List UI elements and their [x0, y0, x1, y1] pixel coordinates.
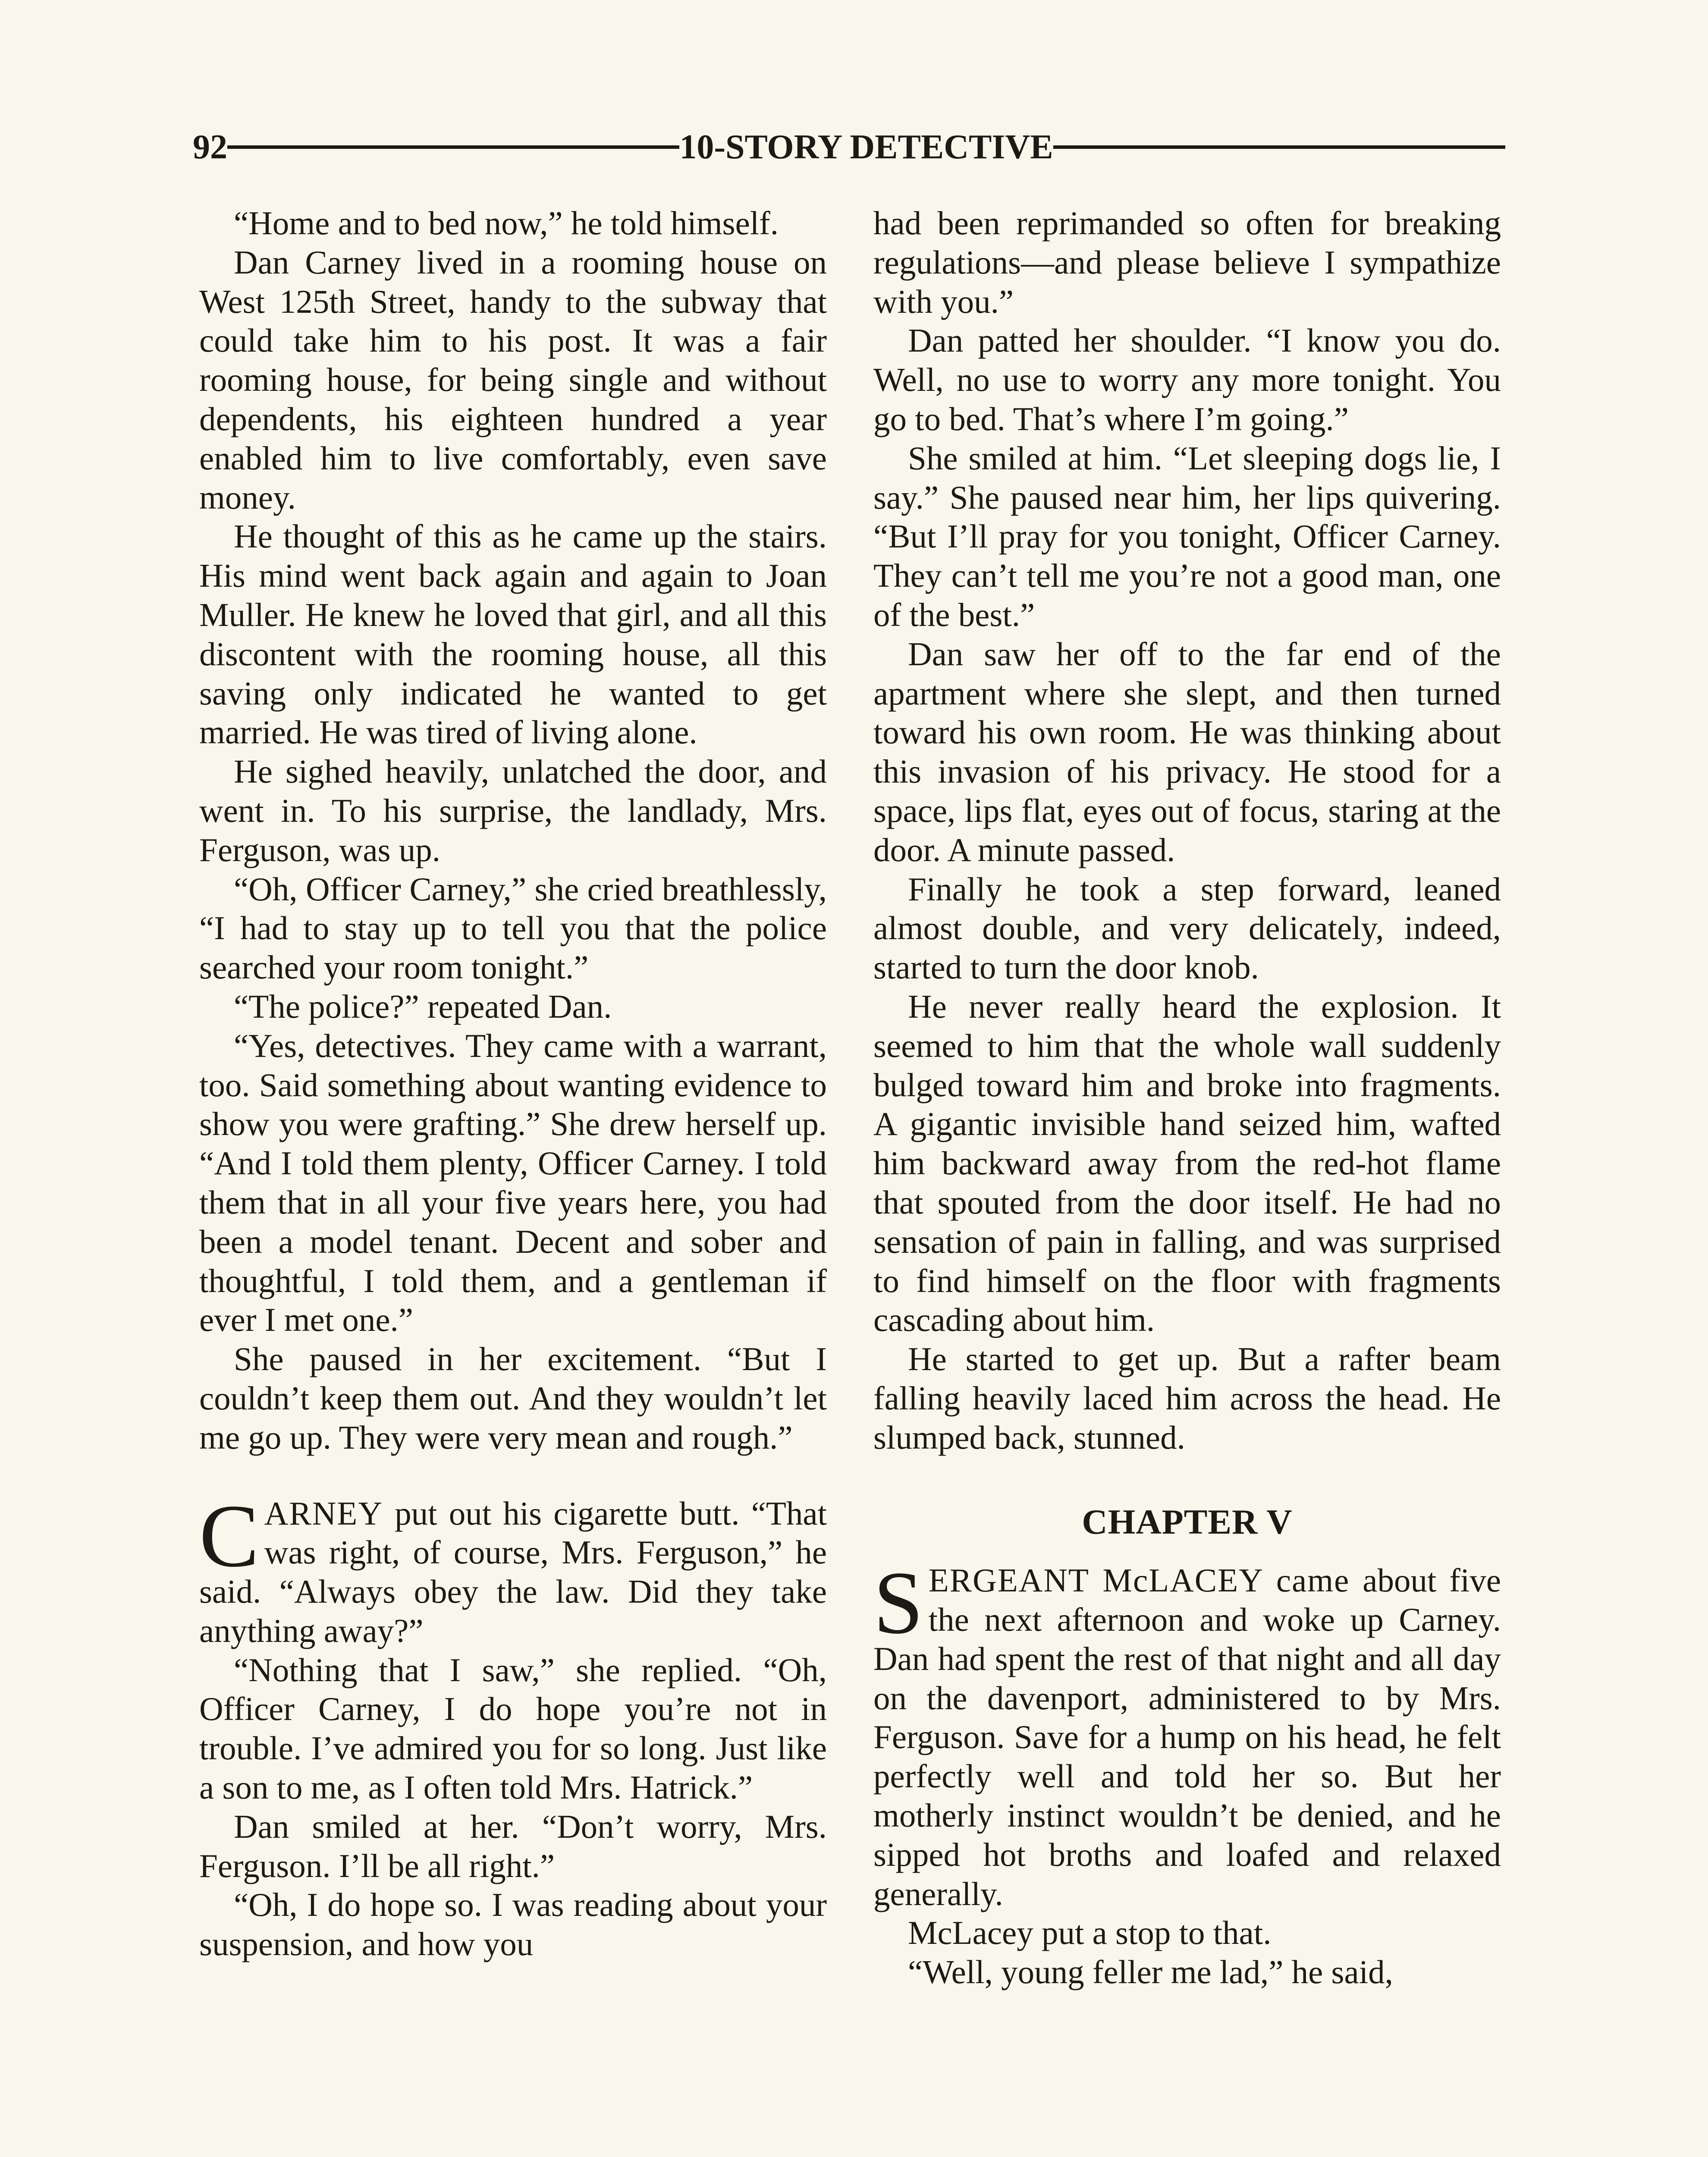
paragraph: “Well, young feller me lad,” he said, — [908, 1953, 1393, 1991]
drop-cap: S — [873, 1553, 923, 1653]
paragraph: McLacey put a stop to that. — [908, 1914, 1272, 1952]
paragraph: He never really heard the explosion. It seemed to him that the whole wall suddenly bulged toward him and broke into fragments. A gigantic invisible hand seized him, wafted him backward away from the red-hot flame that spouted from the door itself. He had no sensation of pain in falling, and was surprised to find himself on the floor with fragments cascading about him. — [873, 987, 1501, 1339]
paragraph: He started to get up. But a rafter beam falling heavily laced him across the head. He slumped back, stunned. — [873, 1340, 1501, 1456]
paragraph: “Home and to bed now,” he told himself. — [234, 204, 779, 242]
paragraph: “Oh, Officer Carney,” she cried breathlessly, “I had to stay up to tell you that the police searched your room tonight.” — [199, 870, 827, 986]
paragraph: “Yes, detectives. They came with a warrant, too. Said something about wanting evidence to show you were grafting.” She drew herself up. “And I told them plenty, Officer Carney. I told them that in all your five years here, you had been a model tenant. Decent and sober and thoughtful, I told them, and a gentleman if ever I met one.” — [199, 1027, 827, 1339]
lead-in-caps: ARNEY — [264, 1494, 383, 1532]
dropcap-paragraph-text: put out his cigarette butt. “That was right, of course, Mrs. Ferguson,” he said. “Always obey the law. Did they take anything away?” — [199, 1494, 827, 1649]
page-header — [193, 123, 1505, 171]
continued-paragraph: had been reprimanded so often for breaking regulations—and please believe I sympathize with you.” — [873, 204, 1501, 320]
right-column — [873, 204, 1501, 1992]
chapter-heading: CHAPTER V — [1082, 1502, 1293, 1541]
paragraph: He sighed heavily, unlatched the door, and went in. To his surprise, the landlady, Mrs. Ferguson, was up. — [199, 753, 827, 868]
section-break — [199, 1457, 827, 1494]
paragraph: She smiled at him. “Let sleeping dogs lie, I say.” She paused near him, her lips quivering. “But I’ll pray for you tonight, Officer Carney. They can’t tell me you’re not a good man, one of the best.” — [873, 439, 1501, 633]
drop-cap: C — [199, 1486, 259, 1585]
paragraph: Dan Carney lived in a rooming house on West 125th Street, handy to the subway that could take him to his post. It was a fair rooming house, for being single and without dependents, his eighteen hundred a year enabled him to live comfortably, even save money. — [199, 243, 827, 516]
paragraph: He thought of this as he came up the stairs. His mind went back again and again to Joan Muller. He knew he loved that girl, and all this discontent with the rooming house, all this saving only indicated he wanted to get married. He was tired of living alone. — [199, 518, 827, 751]
paragraph: Dan smiled at her. “Don’t worry, Mrs. Ferguson. I’ll be all right.” — [199, 1808, 827, 1884]
paragraph: “Oh, I do hope so. I was reading about your suspension, and how you — [199, 1886, 827, 1963]
paragraph: Finally he took a step forward, leaned almost double, and very delicately, indeed, started to turn the door knob. — [873, 870, 1501, 986]
lead-in-caps: ERGEANT McLACEY came — [928, 1562, 1350, 1599]
left-column — [199, 204, 827, 1964]
paragraph: Dan saw her off to the far end of the apartment where she slept, and then turned toward his own room. He was thinking about this invasion of his privacy. He stood for a space, lips flat, eyes out of focus, staring at the door. A minute passed. — [873, 635, 1501, 868]
paragraph: Dan patted her shoulder. “I know you do. Well, no use to worry any more tonight. You go to bed. That’s where I’m going.” — [873, 322, 1501, 437]
dropcap-paragraph — [873, 1553, 1501, 1913]
dropcap-paragraph-text: about five the next afternoon and woke up Carney. Dan had spent the rest of that night and all day on the davenport, administered to by Mrs. Ferguson. Save for a hump on his head, he felt perfectly well and told her so. But her motherly instinct wouldn’t be denied, and he sipped hot broths and loafed and relaxed generally. — [873, 1562, 1501, 1912]
dropcap-paragraph — [199, 1486, 827, 1651]
page-number: 92 — [193, 128, 227, 166]
header-rule-right — [1053, 145, 1505, 149]
magazine-title: 10-STORY DETECTIVE — [679, 128, 1053, 166]
paragraph: She paused in her excitement. “But I couldn’t keep them out. And they wouldn’t let me go up. They were very mean and rough.” — [199, 1340, 827, 1456]
paragraph: “The police?” repeated Dan. — [234, 987, 612, 1025]
paragraph: “Nothing that I saw,” she replied. “Oh, Officer Carney, I do hope you’re not in trouble. I’ve admired you for so long. Just like a son to me, as I often told Mrs. Hatrick.” — [199, 1651, 827, 1806]
header-rule-left — [227, 145, 679, 149]
